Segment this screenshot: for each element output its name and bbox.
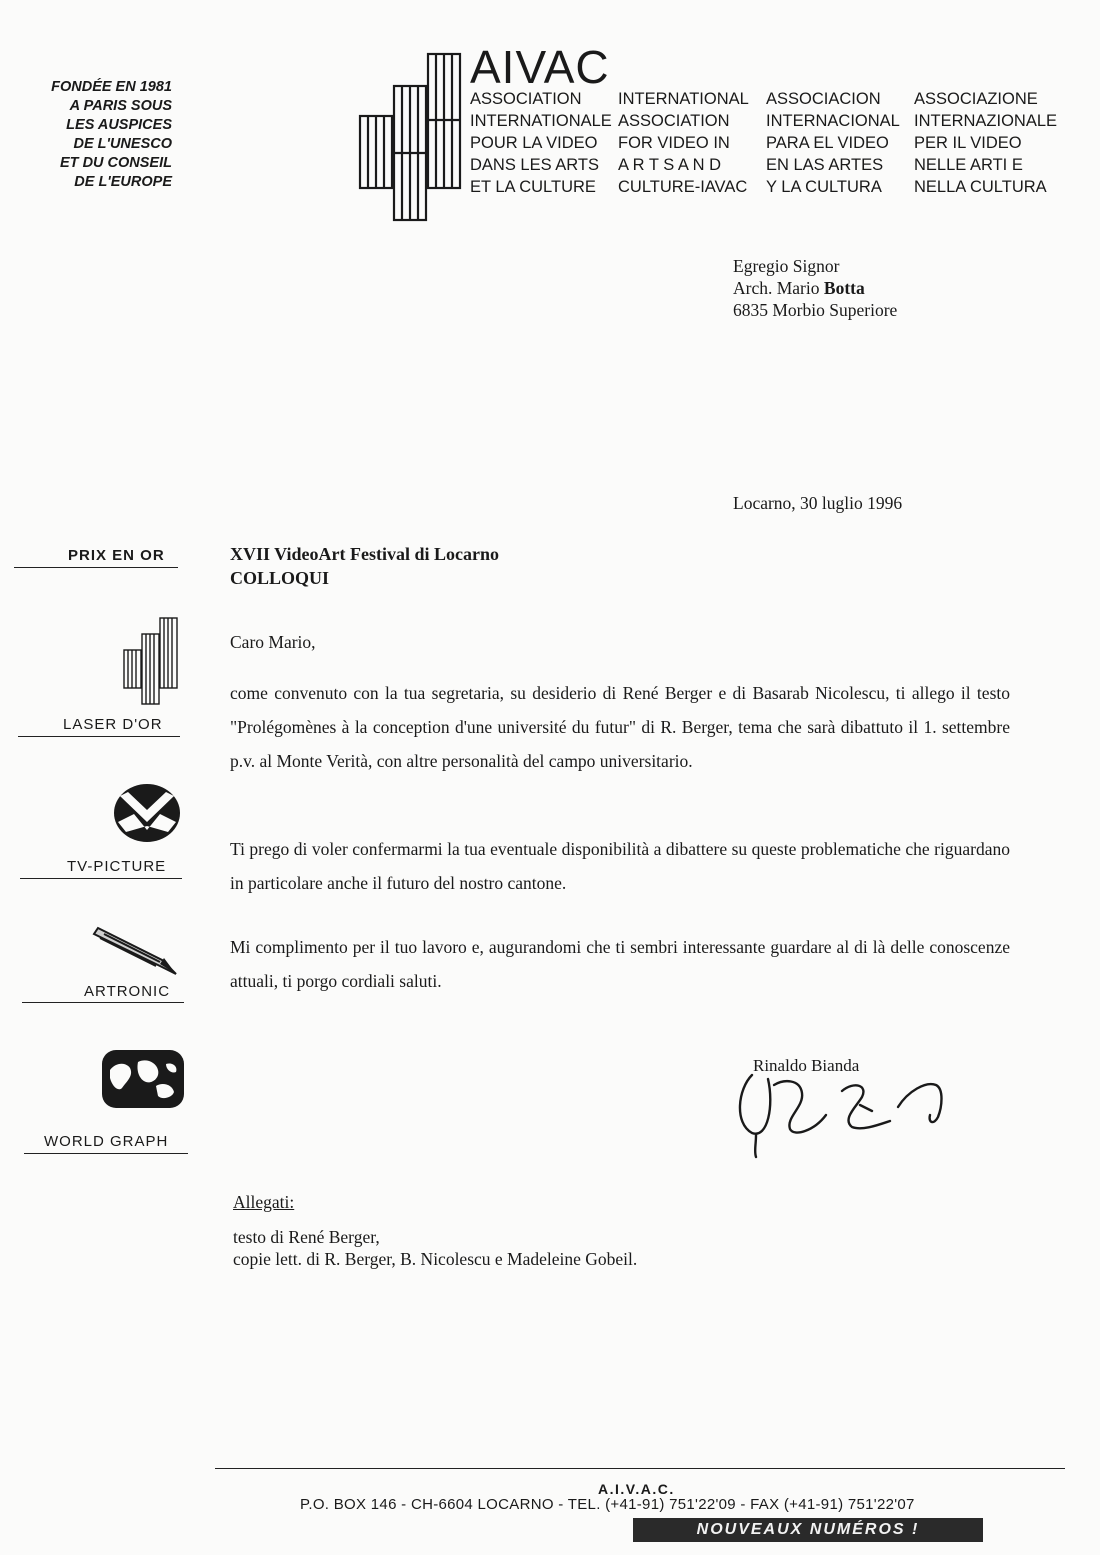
handwritten-signature <box>730 1045 960 1160</box>
sidebar-label-world-graph: WORLD GRAPH <box>44 1133 169 1150</box>
letter-paragraph: Mi complimento per il tuo lavoro e, augurandomi che ti sembri interessante guardare al di là delle conoscenze attuali, ti porgo cordiali saluti. <box>230 937 1010 991</box>
assoc-line: FOR VIDEO IN <box>618 134 730 152</box>
foundation-line: DE L'UNESCO <box>73 136 172 152</box>
foundation-line: A PARIS SOUS <box>69 98 172 114</box>
assoc-line: A R T S A N D <box>618 156 722 174</box>
attachments-list <box>233 1226 637 1270</box>
aivac-logo-icon <box>356 50 466 222</box>
letter-date: Locarno, 30 luglio 1996 <box>733 493 903 513</box>
assoc-line: DANS LES ARTS <box>470 156 599 174</box>
footer-rule <box>215 1468 1065 1469</box>
assoc-line: ASSOCIACION <box>766 90 881 108</box>
subject-line: XVII VideoArt Festival di Locarno <box>230 544 499 564</box>
sidebar-label-artronic: ARTRONIC <box>84 983 171 1000</box>
assoc-line: INTERNAZIONALE <box>914 112 1058 130</box>
recipient-name <box>733 277 897 299</box>
sidebar-rule <box>14 567 178 568</box>
signer-name: Rinaldo Bianda <box>753 1056 860 1075</box>
letter-paragraph: Ti prego di voler confermarmi la tua eventuale disponibilità a dibattere su queste problematiche che riguardano in particolare anche il futuro del nostro cantone. <box>230 839 1010 893</box>
assoc-line: INTERNATIONAL <box>618 90 749 108</box>
sidebar-rule <box>24 1153 188 1154</box>
letter-greeting: Caro Mario, <box>230 632 316 652</box>
letter-paragraph: come convenuto con la tua segretaria, su desiderio di René Berger e di Basarab Nicolescu, ti allego il testo "Prolégomènes à la conception d'une université du futur" di R. Berger, tema che sarà dibattuto il 1. settembre p.v. al Monte Verità, con altre personalità del campo universitario. <box>230 683 1010 771</box>
assoc-line: ASSOCIATION <box>618 112 730 130</box>
attachment-item: copie lett. di R. Berger, B. Nicolescu e Madeleine Gobeil. <box>233 1249 638 1269</box>
tv-picture-icon <box>112 782 182 844</box>
foundation-line: FONDÉE EN 1981 <box>51 79 172 95</box>
assoc-line: INTERNATIONALE <box>470 112 612 130</box>
small-aivac-logo-icon <box>122 616 180 706</box>
subject-line: COLLOQUI <box>230 568 330 588</box>
world-map-icon <box>100 1048 186 1110</box>
sidebar-label-prix-en-or: PRIX EN OR <box>68 547 165 564</box>
assoc-line: PER IL VIDEO <box>914 134 1022 152</box>
attachments-heading: Allegati: <box>233 1192 295 1212</box>
assoc-line: ASSOCIAZIONE <box>914 90 1038 108</box>
recipient-city: 6835 Morbio Superiore <box>733 300 898 320</box>
sidebar-rule <box>20 878 182 879</box>
assoc-line: ET LA CULTURE <box>470 178 596 196</box>
assoc-line: POUR LA VIDEO <box>470 134 598 152</box>
assoc-line: ASSOCIATION <box>470 90 582 108</box>
recipient-salutation: Egregio Signor <box>733 256 840 276</box>
assoc-line: NELLA CULTURA <box>914 178 1047 196</box>
assoc-column-es <box>766 88 900 198</box>
letter-subject <box>230 542 499 590</box>
footer-banner: NOUVEAUX NUMÉROS ! <box>633 1518 983 1542</box>
foundation-note <box>20 78 172 192</box>
assoc-column-en <box>618 88 749 198</box>
assoc-column-fr <box>470 88 612 198</box>
sidebar-label-tv-picture: TV-PICTURE <box>67 858 167 875</box>
foundation-line: ET DU CONSEIL <box>60 155 172 171</box>
foundation-line: LES AUSPICES <box>66 117 172 133</box>
sidebar-rule <box>22 1002 184 1003</box>
pen-icon <box>90 926 182 978</box>
assoc-line: INTERNACIONAL <box>766 112 900 130</box>
foundation-line: DE L'EUROPE <box>74 174 172 190</box>
assoc-column-it <box>914 88 1057 198</box>
recipient-surname: Botta <box>823 278 865 298</box>
assoc-line: CULTURE-IAVAC <box>618 178 748 196</box>
attachment-item: testo di René Berger, <box>233 1227 380 1247</box>
recipient-address <box>733 255 897 321</box>
sidebar-rule <box>18 736 180 737</box>
assoc-line: EN LAS ARTES <box>766 156 884 174</box>
assoc-line: NELLE ARTI E <box>914 156 1023 174</box>
sidebar-label-laser-dor: LASER D'OR <box>63 716 163 733</box>
assoc-line: Y LA CULTURA <box>766 178 882 196</box>
footer-org: A.I.V.A.C. <box>598 1481 675 1497</box>
recipient-name-prefix: Arch. Mario <box>733 278 824 298</box>
assoc-line: PARA EL VIDEO <box>766 134 889 152</box>
footer-address: P.O. BOX 146 - CH-6604 LOCARNO - TEL. (+41-91) 751'22'09 - FAX (+41-91) 751'22'07 <box>300 1496 915 1513</box>
org-title: AIVAC <box>470 41 610 93</box>
